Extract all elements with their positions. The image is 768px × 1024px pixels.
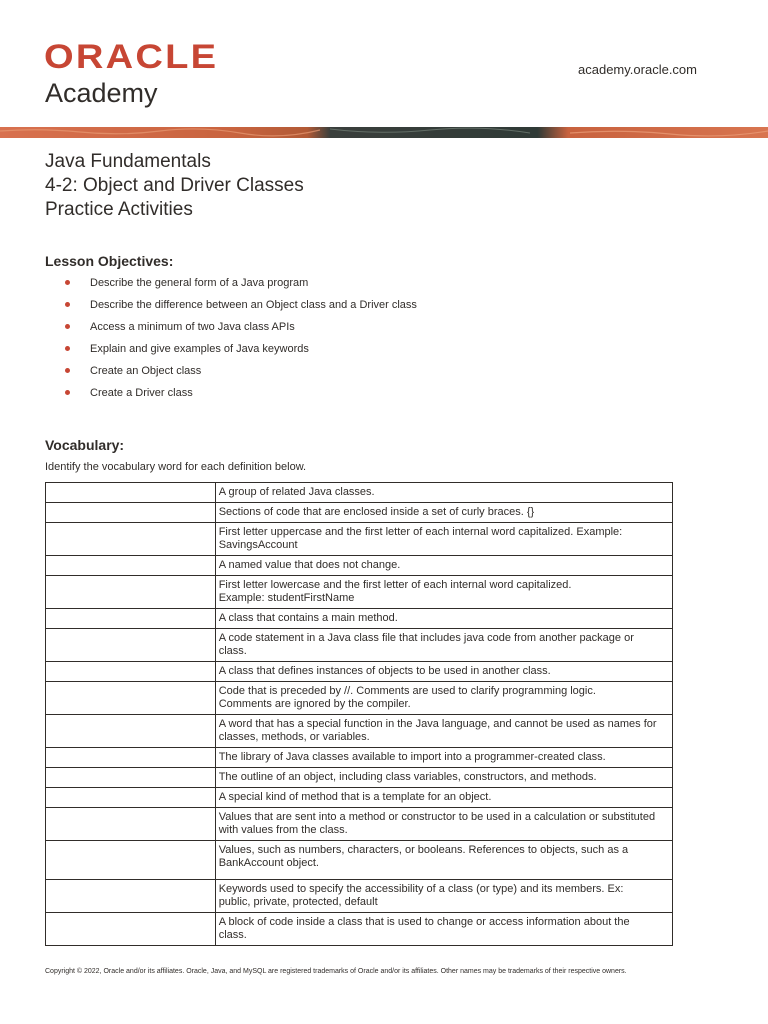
vocabulary-answer-cell[interactable] <box>46 880 216 913</box>
definition-text: First letter uppercase and the first letter of each internal word capitalized. Example: <box>218 526 623 538</box>
bullet-icon <box>65 302 70 307</box>
objective-item <box>65 342 417 364</box>
vocabulary-definition-cell <box>215 808 672 841</box>
vocabulary-heading: Vocabulary: <box>45 437 125 453</box>
objective-text: Create an Object class <box>90 365 202 377</box>
bullet-icon <box>65 324 70 329</box>
vocabulary-answer-cell[interactable] <box>46 523 216 556</box>
vocabulary-definition-cell <box>215 682 672 715</box>
definition-text: class. <box>218 645 247 657</box>
objectives-list <box>65 276 417 408</box>
copyright-notice: Copyright © 2022, Oracle and/or its affiliates. Oracle, Java, and MySQL are registered trademarks of Oracle and/or its affiliates. Other names may be trademarks of their respective owners. <box>45 968 627 975</box>
vocabulary-definition-cell <box>215 576 672 609</box>
objective-item <box>65 298 417 320</box>
vocabulary-definition-cell <box>215 503 672 523</box>
vocabulary-row <box>46 483 673 503</box>
vocabulary-row <box>46 662 673 682</box>
site-url: academy.oracle.com <box>578 62 697 77</box>
vocabulary-definition-cell <box>215 715 672 748</box>
vocabulary-row <box>46 523 673 556</box>
definition-text: Sections of code that are enclosed inside a set of curly braces. {} <box>218 506 535 518</box>
document-title <box>45 150 304 222</box>
vocabulary-definition-cell <box>215 556 672 576</box>
objectives-heading: Lesson Objectives: <box>45 253 174 269</box>
definition-text: Code that is preceded by //. Comments are used to clarify programming logic. <box>218 685 596 697</box>
vocabulary-row <box>46 768 673 788</box>
definition-text: A named value that does not change. <box>218 559 401 571</box>
activity-title: Practice Activities <box>45 199 193 220</box>
vocabulary-answer-cell[interactable] <box>46 788 216 808</box>
definition-text: with values from the class. <box>218 824 348 836</box>
bullet-icon <box>65 280 70 285</box>
vocabulary-definition-cell <box>215 748 672 768</box>
vocabulary-definition-cell <box>215 483 672 503</box>
vocabulary-answer-cell[interactable] <box>46 841 216 880</box>
vocabulary-answer-cell[interactable] <box>46 576 216 609</box>
definition-text: Keywords used to specify the accessibility of a class (or type) and its members. Ex: <box>218 883 624 895</box>
vocabulary-answer-cell[interactable] <box>46 768 216 788</box>
vocabulary-answer-cell[interactable] <box>46 662 216 682</box>
vocabulary-definition-cell <box>215 523 672 556</box>
objective-item <box>65 364 417 386</box>
vocabulary-row <box>46 913 673 946</box>
vocabulary-definition-cell <box>215 880 672 913</box>
objective-item <box>65 320 417 342</box>
definition-text: Values, such as numbers, characters, or booleans. References to objects, such as a <box>218 844 629 856</box>
vocabulary-row <box>46 503 673 523</box>
bullet-icon <box>65 368 70 373</box>
vocabulary-row <box>46 748 673 768</box>
vocabulary-row <box>46 682 673 715</box>
vocabulary-answer-cell[interactable] <box>46 913 216 946</box>
definition-text: A group of related Java classes. <box>218 486 375 498</box>
definition-text: Values that are sent into a method or constructor to be used in a calculation or substituted <box>218 811 656 823</box>
definition-text: The library of Java classes available to import into a programmer-created class. <box>218 751 606 763</box>
definition-text: class. <box>218 929 247 941</box>
page-header <box>0 0 768 128</box>
vocabulary-table <box>45 482 673 946</box>
definition-text: Comments are ignored by the compiler. <box>218 698 411 710</box>
decorative-banner <box>0 127 768 138</box>
bullet-icon <box>65 390 70 395</box>
definition-text: SavingsAccount <box>218 539 298 551</box>
vocabulary-answer-cell[interactable] <box>46 715 216 748</box>
lesson-title: 4-2: Object and Driver Classes <box>45 175 304 196</box>
definition-text: First letter lowercase and the first letter of each internal word capitalized. <box>218 579 572 591</box>
vocabulary-definition-cell <box>215 662 672 682</box>
vocabulary-answer-cell[interactable] <box>46 748 216 768</box>
vocabulary-answer-cell[interactable] <box>46 682 216 715</box>
vocabulary-answer-cell[interactable] <box>46 556 216 576</box>
definition-text: BankAccount object. <box>218 857 319 869</box>
vocabulary-answer-cell[interactable] <box>46 629 216 662</box>
definition-text: A word that has a special function in the Java language, and cannot be used as names for <box>218 718 657 730</box>
objective-text: Explain and give examples of Java keywords <box>90 343 309 355</box>
objective-item <box>65 386 417 408</box>
course-title: Java Fundamentals <box>45 151 211 172</box>
definition-text: The outline of an object, including class variables, constructors, and methods. <box>218 771 597 783</box>
definition-text: Example: studentFirstName <box>218 592 355 604</box>
vocabulary-row <box>46 556 673 576</box>
vocabulary-instructions: Identify the vocabulary word for each definition below. <box>45 461 307 473</box>
vocabulary-row <box>46 788 673 808</box>
vocabulary-row <box>46 880 673 913</box>
academy-logo-text: Academy <box>45 78 158 108</box>
vocabulary-definition-cell <box>215 913 672 946</box>
vocabulary-row <box>46 715 673 748</box>
vocabulary-definition-cell <box>215 768 672 788</box>
vocabulary-row <box>46 576 673 609</box>
objective-item <box>65 276 417 298</box>
vocabulary-definition-cell <box>215 629 672 662</box>
objective-text: Describe the general form of a Java program <box>90 277 309 289</box>
vocabulary-definition-cell <box>215 788 672 808</box>
banner-pattern-graphic <box>0 127 768 138</box>
definition-text: A special kind of method that is a template for an object. <box>218 791 492 803</box>
vocabulary-answer-cell[interactable] <box>46 808 216 841</box>
definition-text: A class that defines instances of objects to be used in another class. <box>218 665 551 677</box>
vocabulary-row <box>46 629 673 662</box>
vocabulary-row <box>46 808 673 841</box>
objective-text: Describe the difference between an Object class and a Driver class <box>90 299 417 311</box>
definition-text: classes, methods, or variables. <box>218 731 370 743</box>
vocabulary-answer-cell[interactable] <box>46 483 216 503</box>
vocabulary-answer-cell[interactable] <box>46 609 216 629</box>
definition-text: public, private, protected, default <box>218 896 378 908</box>
objective-text: Create a Driver class <box>90 387 193 399</box>
bullet-icon <box>65 346 70 351</box>
vocabulary-row <box>46 841 673 880</box>
oracle-logo: ORACLE <box>44 38 219 76</box>
definition-text: A class that contains a main method. <box>218 612 398 624</box>
definition-text: A block of code inside a class that is used to change or access information about the <box>218 916 630 928</box>
vocabulary-answer-cell[interactable] <box>46 503 216 523</box>
vocabulary-row <box>46 609 673 629</box>
vocabulary-definition-cell <box>215 609 672 629</box>
objective-text: Access a minimum of two Java class APIs <box>90 321 295 333</box>
definition-text: A code statement in a Java class file that includes java code from another package or <box>218 632 634 644</box>
vocabulary-definition-cell <box>215 841 672 880</box>
